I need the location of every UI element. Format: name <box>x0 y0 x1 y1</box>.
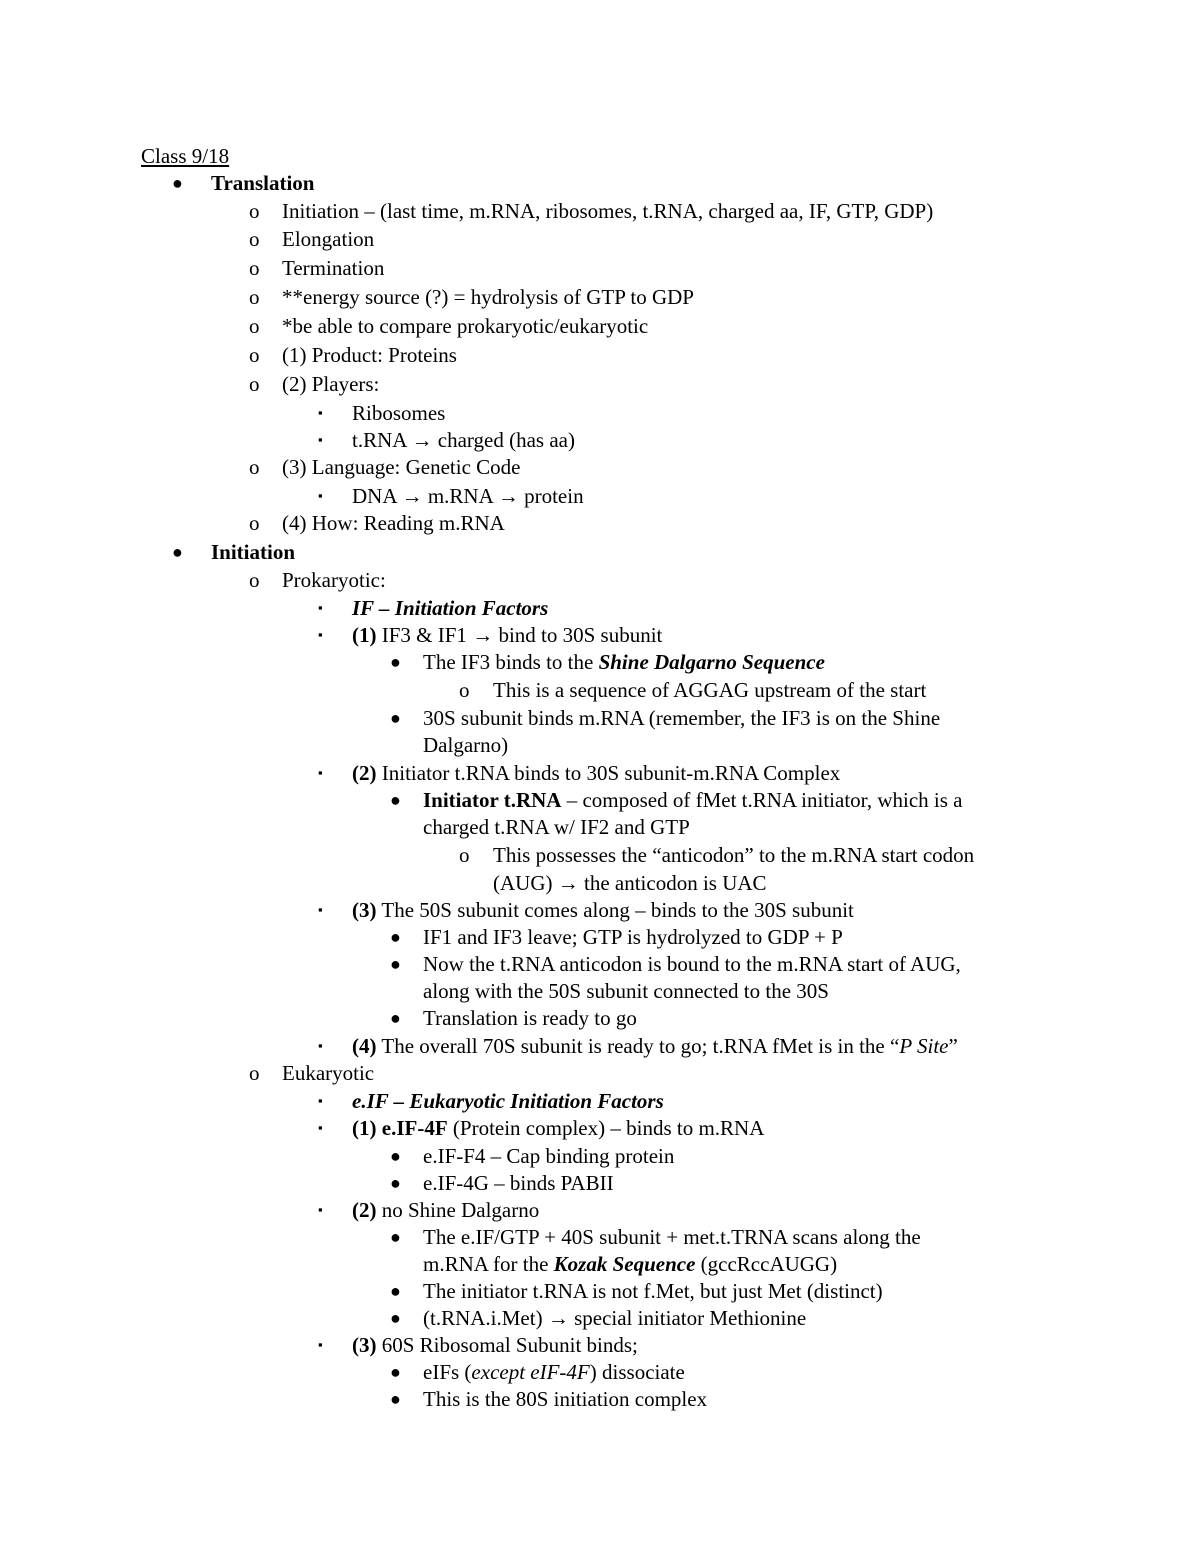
right-arrow-icon: → <box>547 1306 569 1330</box>
bullet-marker: ● <box>172 173 183 193</box>
right-arrow-icon: → <box>497 484 519 508</box>
list-item: ▪ (3) 60S Ribosomal Subunit binds; <box>318 1333 638 1357</box>
list-item: o (2) Players: <box>249 372 380 396</box>
circle-marker: o <box>249 372 260 396</box>
bullet-marker: ● <box>390 927 401 947</box>
list-item-continuation: along with the 50S subunit connected to the 30S <box>423 979 829 1003</box>
list-item: ● 30S subunit binds m.RNA (remember, the IF3 is on the Shine <box>390 706 941 730</box>
circle-marker: o <box>249 285 260 309</box>
list-item: ● Now the t.RNA anticodon is bound to the m.RNA start of AUG, <box>390 952 961 976</box>
list-item: ▪ (1) e.IF-4F (Protein complex) – binds to m.RNA <box>318 1116 765 1140</box>
bullet-marker: ● <box>390 1281 401 1301</box>
bullet-marker: ● <box>390 1389 401 1409</box>
circle-marker: o <box>249 568 260 592</box>
circle-marker: o <box>249 343 260 367</box>
square-marker: ▪ <box>318 600 323 615</box>
list-item-continuation: m.RNA for the Kozak Sequence (gccRccAUGG) <box>423 1252 838 1276</box>
circle-marker: o <box>249 256 260 280</box>
list-item: ● Translation is ready to go <box>390 1006 637 1030</box>
right-arrow-icon: → <box>401 484 423 508</box>
list-item: o (4) How: Reading m.RNA <box>249 511 505 535</box>
square-marker: ▪ <box>318 432 323 447</box>
list-item: o This is a sequence of AGGAG upstream of the start <box>459 678 927 702</box>
right-arrow-icon: → <box>557 871 579 895</box>
square-marker: ▪ <box>318 1093 323 1108</box>
list-item: ▪ DNA → m.RNA → protein <box>318 484 584 508</box>
list-item: ● Initiator t.RNA – composed of fMet t.RNA initiator, which is a <box>390 788 963 812</box>
list-item: ● The initiator t.RNA is not f.Met, but just Met (distinct) <box>390 1279 883 1303</box>
list-item: ▪ e.IF – Eukaryotic Initiation Factors <box>318 1089 664 1113</box>
square-marker: ▪ <box>318 1202 323 1217</box>
list-item: ▪ (3) The 50S subunit comes along – binds to the 30S subunit <box>318 898 854 922</box>
list-item: ● The e.IF/GTP + 40S subunit + met.t.TRNA scans along the <box>390 1225 921 1249</box>
bullet-marker: ● <box>390 708 401 728</box>
right-arrow-icon: → <box>411 428 433 452</box>
square-marker: ▪ <box>318 1337 323 1352</box>
class-date-heading: Class 9/18 <box>141 144 230 168</box>
bullet-marker: ● <box>390 1146 401 1166</box>
section-title-initiation: Initiation <box>211 540 296 564</box>
square-marker: ▪ <box>318 405 323 420</box>
bullet-marker: ● <box>390 1227 401 1247</box>
list-item: o Initiation – (last time, m.RNA, ribosomes, t.RNA, charged aa, IF, GTP, GDP) <box>249 199 934 223</box>
square-marker: ▪ <box>318 902 323 917</box>
circle-marker: o <box>249 314 260 338</box>
bullet-marker: ● <box>390 1008 401 1028</box>
list-item: ▪ Ribosomes <box>318 401 446 425</box>
list-item: ▪ (1) IF3 & IF1 → bind to 30S subunit <box>318 623 663 647</box>
square-marker: ▪ <box>318 488 323 503</box>
square-marker: ▪ <box>318 627 323 642</box>
list-item: o Termination <box>249 256 385 280</box>
list-item: ● e.IF-4G – binds PABII <box>390 1171 614 1195</box>
circle-marker: o <box>249 511 260 535</box>
list-item: ● e.IF-F4 – Cap binding protein <box>390 1144 675 1168</box>
list-item-continuation: Dalgarno) <box>423 733 509 757</box>
bullet-marker: ● <box>390 954 401 974</box>
circle-marker: o <box>249 227 260 251</box>
list-item: ● This is the 80S initiation complex <box>390 1387 708 1411</box>
list-item: o **energy source (?) = hydrolysis of GTP to GDP <box>249 285 694 309</box>
section-title-translation: Translation <box>211 171 315 195</box>
bullet-marker: ● <box>390 652 401 672</box>
document-heading <box>0 142 1200 170</box>
list-item: o Prokaryotic: <box>249 568 386 592</box>
list-item: ● The IF3 binds to the Shine Dalgarno Sequence <box>390 650 825 674</box>
bullet-marker: ● <box>390 790 401 810</box>
list-item: o Eukaryotic <box>249 1061 375 1085</box>
list-item: o *be able to compare prokaryotic/eukaryotic <box>249 314 649 338</box>
right-arrow-icon: → <box>472 623 494 647</box>
circle-marker: o <box>459 843 470 867</box>
list-item: ▪ (2) no Shine Dalgarno <box>318 1198 540 1222</box>
list-item-continuation: charged t.RNA w/ IF2 and GTP <box>423 815 690 839</box>
bullet-marker: ● <box>172 542 183 562</box>
square-marker: ▪ <box>318 1120 323 1135</box>
circle-marker: o <box>459 678 470 702</box>
list-item: ● (t.RNA.i.Met) → special initiator Methionine <box>390 1306 807 1330</box>
bullet-marker: ● <box>390 1362 401 1382</box>
square-marker: ▪ <box>318 765 323 780</box>
list-item: ▪ t.RNA → charged (has aa) <box>318 428 575 452</box>
list-item: ● IF1 and IF3 leave; GTP is hydrolyzed to GDP + P <box>390 925 843 949</box>
list-item: o (3) Language: Genetic Code <box>249 455 521 479</box>
circle-marker: o <box>249 455 260 479</box>
list-item: ▪ IF – Initiation Factors <box>318 596 549 620</box>
list-item <box>0 538 1200 566</box>
list-item: o Elongation <box>249 227 375 251</box>
bullet-marker: ● <box>390 1173 401 1193</box>
bullet-marker: ● <box>390 1308 401 1328</box>
list-item: o (1) Product: Proteins <box>249 343 457 367</box>
list-item <box>0 169 1200 197</box>
list-item-continuation: (AUG) → the anticodon is UAC <box>493 871 767 895</box>
list-item: ● eIFs (except eIF-4F) dissociate <box>390 1360 685 1384</box>
list-item: ▪ (4) The overall 70S subunit is ready to go; t.RNA fMet is in the “P Site” <box>318 1034 958 1058</box>
circle-marker: o <box>249 1061 260 1085</box>
list-item: o This possesses the “anticodon” to the m.RNA start codon <box>459 843 975 867</box>
circle-marker: o <box>249 199 260 223</box>
list-item: ▪ (2) Initiator t.RNA binds to 30S subunit-m.RNA Complex <box>318 761 841 785</box>
square-marker: ▪ <box>318 1038 323 1053</box>
